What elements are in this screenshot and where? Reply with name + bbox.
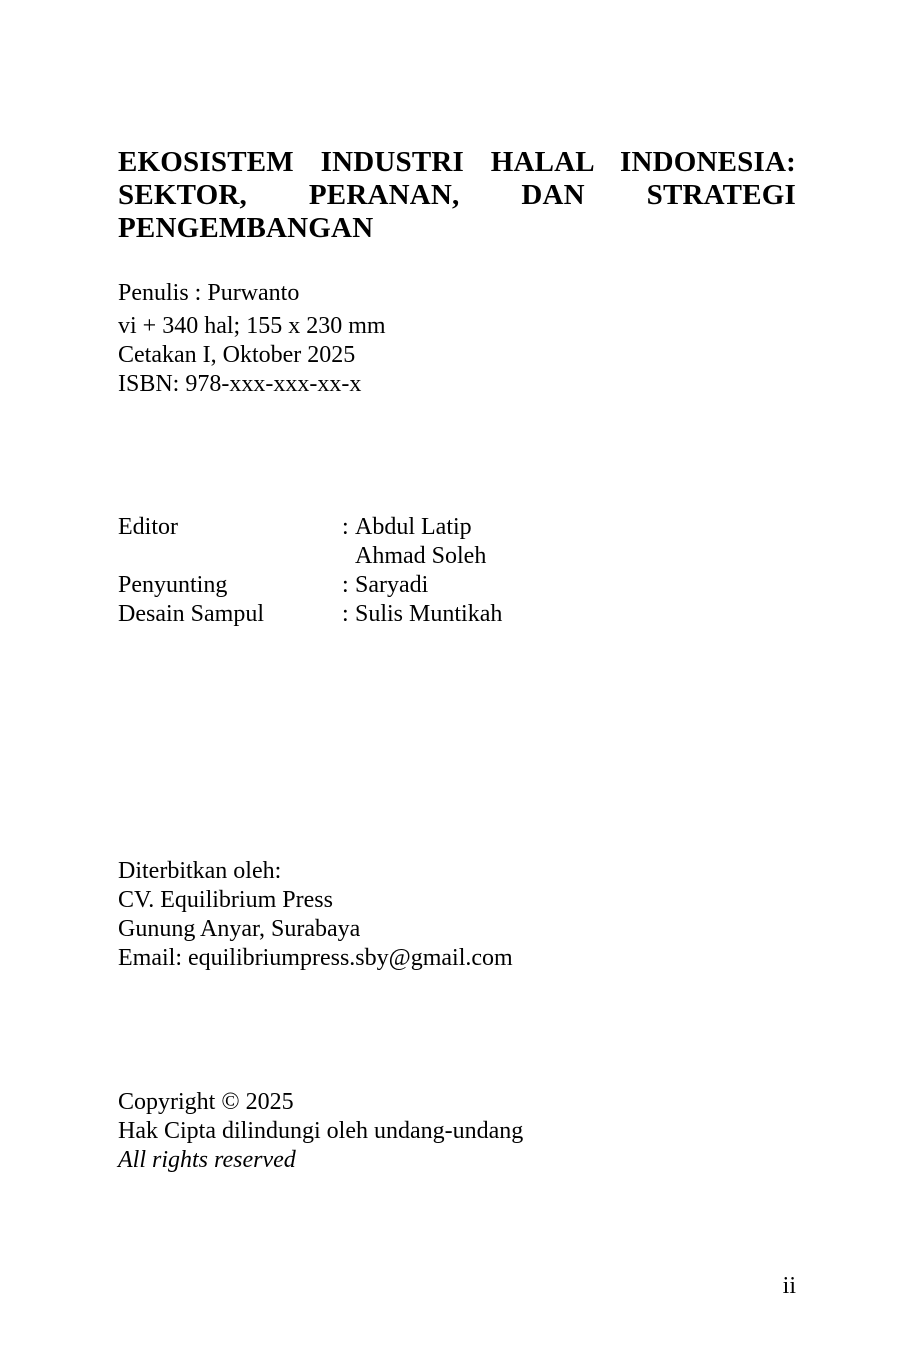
credit-row-editor [118, 513, 502, 542]
credit-label: Desain Sampul [118, 601, 264, 627]
credit-separator [342, 542, 355, 571]
credit-value: Ahmad Soleh [355, 543, 487, 569]
book-info [118, 279, 386, 399]
copyright-info [118, 1088, 523, 1175]
publisher-info [118, 857, 513, 973]
credit-label: Editor [118, 514, 178, 540]
publisher-address: Gunung Anyar, Surabaya [118, 916, 361, 942]
pages-line: vi + 340 hal; 155 x 230 mm [118, 313, 386, 339]
credit-separator: : [342, 601, 349, 627]
publisher-name: CV. Equilibrium Press [118, 887, 333, 913]
isbn-line: ISBN: 978-xxx-xxx-xx-x [118, 371, 362, 397]
credit-row-editor-2 [118, 542, 502, 571]
rights-line: Hak Cipta dilindungi oleh undang-undang [118, 1118, 524, 1144]
author-line: Penulis : Purwanto [118, 280, 300, 306]
credit-row-penyunting [118, 571, 502, 600]
page-number: ii [782, 1273, 796, 1299]
publisher-email: Email: equilibriumpress.sby@gmail.com [118, 945, 513, 971]
copyright-line: Copyright © 2025 [118, 1089, 294, 1115]
credit-separator: : [342, 572, 349, 598]
credit-value: Abdul Latip [355, 514, 472, 540]
credit-label: Penyunting [118, 572, 228, 598]
credit-value: Saryadi [355, 572, 429, 598]
credit-label [118, 542, 342, 571]
credits-list [118, 513, 502, 629]
book-title: EKOSISTEM INDUSTRI HALAL INDONESIA: SEKTOR, PERANAN, DAN STRATEGI PENGEMBANGAN [118, 146, 796, 244]
credit-row-desain-sampul [118, 600, 502, 629]
credit-separator: : [342, 514, 349, 540]
credit-value: Sulis Muntikah [355, 601, 503, 627]
publisher-heading: Diterbitkan oleh: [118, 858, 282, 884]
all-rights-reserved: All rights reserved [118, 1147, 296, 1173]
edition-line: Cetakan I, Oktober 2025 [118, 342, 356, 368]
